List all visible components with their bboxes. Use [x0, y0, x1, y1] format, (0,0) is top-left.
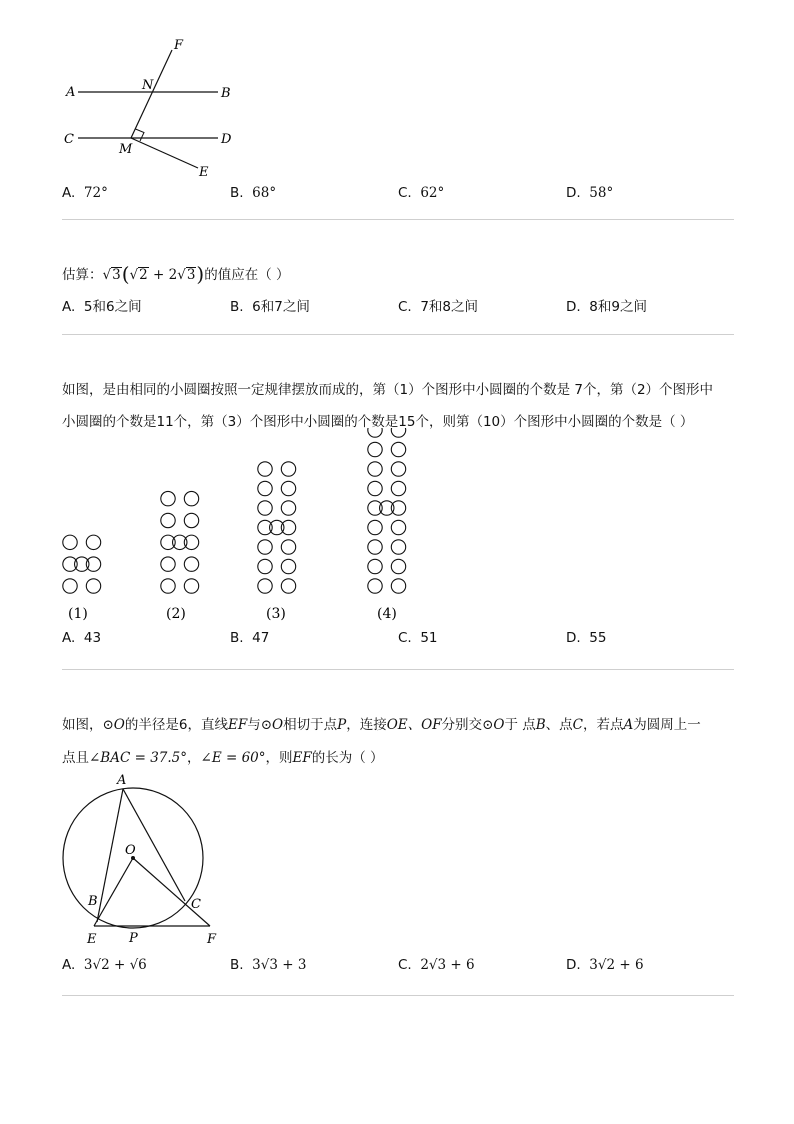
label-a: A — [66, 85, 76, 100]
small-circle — [391, 442, 405, 456]
small-circle — [258, 540, 272, 554]
divider — [62, 995, 734, 996]
label-n: N — [142, 78, 154, 93]
segment-oe — [94, 858, 133, 926]
small-circle — [391, 428, 405, 437]
small-circle — [258, 559, 272, 573]
label-a: A — [117, 773, 127, 788]
q3-option-a[interactable]: A. 43 — [62, 630, 102, 646]
label-e: E — [87, 932, 97, 947]
small-circle — [281, 579, 295, 593]
small-circle — [258, 481, 272, 495]
figure-caption-1: (1) — [68, 606, 88, 622]
small-circle — [281, 481, 295, 495]
q4-stem-line2: 点且∠BAC = 37.5°，∠E = 60°，则EF的长为（ ） — [62, 750, 384, 766]
q3-stem-line2: 小圆圈的个数是11个，第（3）个图形中小圆圈的个数是15个，则第（10）个图形中小圆圈的个数是（ ） — [62, 414, 694, 430]
small-circle — [184, 513, 198, 527]
small-circle — [281, 559, 295, 573]
line-mf — [131, 50, 172, 138]
label-c: C — [191, 897, 201, 912]
small-circle — [368, 462, 382, 476]
label-b: B — [221, 86, 231, 101]
small-circle — [368, 579, 382, 593]
divider — [62, 334, 734, 335]
label-b: B — [88, 894, 98, 909]
small-circle — [391, 520, 405, 534]
small-circle — [368, 442, 382, 456]
small-circle — [86, 579, 100, 593]
q4-option-d[interactable]: D. 3√2 + 6 — [566, 957, 644, 973]
q3-circle-pattern-figure — [55, 428, 415, 628]
label-f: F — [207, 932, 217, 947]
q2-option-d[interactable]: D. 8和9之间 — [566, 299, 647, 315]
label-p: P — [129, 931, 138, 946]
small-circle — [281, 501, 295, 515]
q4-option-c[interactable]: C. 2√3 + 6 — [398, 957, 475, 973]
small-circle — [258, 462, 272, 476]
small-circle — [86, 535, 100, 549]
small-circle — [391, 579, 405, 593]
small-circle — [281, 462, 295, 476]
small-circle — [368, 540, 382, 554]
q4-stem-line1: 如图，⊙O的半径是6，直线EF与⊙O相切于点P，连接OE、OF分别交⊙O于 点B、点C，若点A为圆周上一 — [62, 717, 701, 733]
small-circle — [368, 428, 382, 437]
small-circles — [63, 428, 406, 593]
q2-option-c[interactable]: C. 7和8之间 — [398, 299, 478, 315]
small-circle — [391, 462, 405, 476]
small-circle — [184, 579, 198, 593]
small-circle — [184, 491, 198, 505]
q1-option-c[interactable]: C. 62° — [398, 185, 445, 201]
figure-caption-2: (2) — [166, 606, 186, 622]
q2-option-b[interactable]: B. 6和7之间 — [230, 299, 310, 315]
label-o: O — [125, 843, 136, 858]
q1-parallel-lines-figure — [55, 35, 255, 185]
label-e: E — [199, 165, 209, 180]
q1-option-a[interactable]: A. 72° — [62, 185, 108, 201]
q4-circle-tangent-figure — [55, 768, 235, 948]
small-circle — [161, 557, 175, 571]
figure-caption-3: (3) — [266, 606, 286, 622]
q4-option-a[interactable]: A. 3√2 + √6 — [62, 957, 147, 973]
label-m: M — [119, 142, 133, 157]
label-f: F — [174, 38, 184, 53]
q2-stem: 估算：√3(√2 + 2√3)的值应在（ ） — [62, 262, 290, 286]
segment-ab — [97, 789, 123, 922]
label-d: D — [221, 132, 232, 147]
small-circle — [391, 559, 405, 573]
small-circle — [161, 513, 175, 527]
divider — [62, 219, 734, 220]
q3-option-c[interactable]: C. 51 — [398, 630, 438, 646]
small-circle — [184, 557, 198, 571]
q2-option-a[interactable]: A. 5和6之间 — [62, 299, 142, 315]
small-circle — [281, 540, 295, 554]
line-me — [131, 138, 198, 168]
q1-option-b[interactable]: B. 68° — [230, 185, 277, 201]
label-c: C — [64, 132, 74, 147]
small-circle — [161, 491, 175, 505]
small-circle — [368, 481, 382, 495]
small-circle — [258, 579, 272, 593]
q3-option-d[interactable]: D. 55 — [566, 630, 607, 646]
q3-stem-line1: 如图，是由相同的小圆圈按照一定规律摆放而成的，第（1）个图形中小圆圈的个数是 7个，第（2）个图形中 — [62, 382, 714, 398]
figure-caption-4: (4) — [377, 606, 397, 622]
q4-option-b[interactable]: B. 3√3 + 3 — [230, 957, 307, 973]
q1-option-d[interactable]: D. 58° — [566, 185, 614, 201]
divider — [62, 669, 734, 670]
small-circle — [161, 579, 175, 593]
right-angle-mark — [136, 129, 145, 141]
small-circle — [63, 579, 77, 593]
small-circle — [391, 481, 405, 495]
q3-option-b[interactable]: B. 47 — [230, 630, 270, 646]
small-circle — [391, 540, 405, 554]
small-circle — [63, 535, 77, 549]
small-circle — [368, 559, 382, 573]
q2-expression: √3(√2 + 2√3) — [102, 262, 205, 286]
small-circle — [258, 501, 272, 515]
small-circle — [368, 520, 382, 534]
